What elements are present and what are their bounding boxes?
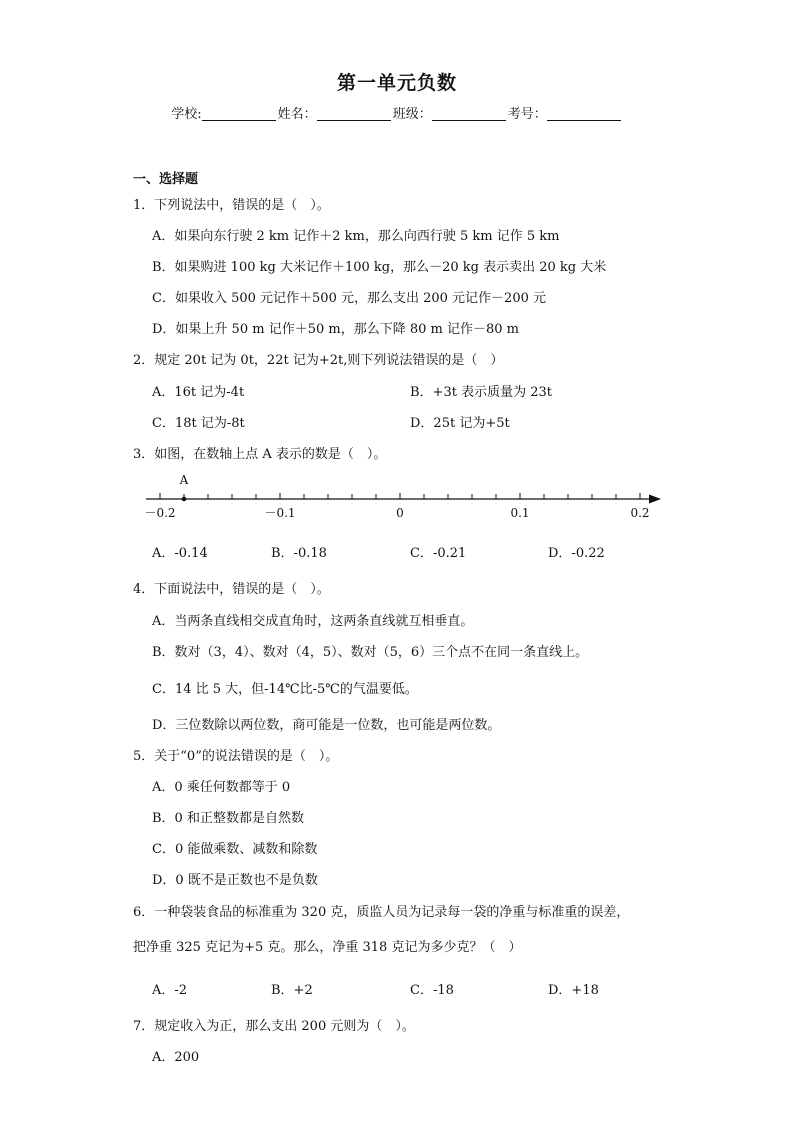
- page-title: 第一单元负数: [336, 72, 457, 94]
- question-2-option-c: C．18t 记为-8t: [152, 416, 245, 431]
- question-3-option-c: C．-0.21: [410, 546, 467, 561]
- question-3-stem: 3．如图，在数轴上点 A 表示的数是（ ）。: [133, 447, 387, 462]
- question-1-option-d: D．如果上升 50 m 记作＋50 m，那么下降 80 m 记作－80 m: [152, 322, 519, 337]
- question-3-option-d: D．-0.22: [548, 546, 605, 561]
- number-line-tick-label: －0.1: [264, 506, 296, 520]
- question-6-option-b: B．+2: [271, 983, 313, 998]
- question-5-stem: 5．关于“0”的说法错误的是（ ）。: [133, 749, 339, 764]
- number-line-tick-label: 0.2: [630, 506, 650, 520]
- question-5-option-d: D．0 既不是正数也不是负数: [152, 873, 318, 888]
- question-6-option-d: D．+18: [548, 983, 599, 998]
- number-line-ticks: [160, 493, 640, 499]
- name-blank: [317, 106, 391, 121]
- question-2-option-d: D．25t 记为+5t: [410, 416, 510, 431]
- question-3-option-b: B．-0.18: [271, 546, 327, 561]
- question-6-stem: 6．一种袋装食品的标准重为 320 克，质监人员为记录每一袋的净重与标准重的误差，: [133, 905, 630, 920]
- question-4-option-c: C．14 比 5 大，但-14℃比-5℃的气温要低。: [152, 682, 418, 697]
- exam-no-blank: [547, 106, 621, 121]
- number-line-tick-label: －0.2: [144, 506, 176, 520]
- number-line-arrow: [649, 495, 661, 504]
- question-4-option-d: D．三位数除以两位数，商可能是一位数，也可能是两位数。: [152, 718, 501, 733]
- question-1-stem: 1．下列说法中，错误的是（ ）。: [133, 198, 330, 213]
- number-line-tick-label: 0.1: [510, 506, 530, 520]
- question-4-option-a: A．当两条直线相交成直角时，这两条直线就互相垂直。: [152, 614, 474, 629]
- exam-no-label: 考号：: [507, 107, 547, 122]
- question-1-option-a: A．如果向东行驶 2 km 记作＋2 km，那么向西行驶 5 km 记作 5 km: [152, 229, 560, 244]
- question-1-option-c: C．如果收入 500 元记作＋500 元，那么支出 200 元记作－200 元: [152, 291, 546, 306]
- number-line-figure: [140, 470, 670, 526]
- question-6-stem-continued: 把净重 325 克记为+5 克。那么，净重 318 克记为多少克？（ ）: [133, 940, 522, 955]
- question-2-stem: 2．规定 20t 记为 0t，22t 记为+2t,则下列说法错误的是（ ）: [133, 353, 504, 368]
- question-1-option-b: B．如果购进 100 kg 大米记作＋100 kg，那么－20 kg 表示卖出 20 kg 大米: [152, 260, 607, 275]
- student-info-row: [0, 103, 794, 122]
- name-label: 姓名：: [277, 107, 317, 122]
- number-line-labels: [144, 506, 649, 520]
- section-heading: 一、选择题: [133, 172, 199, 187]
- school-blank: [202, 106, 276, 121]
- question-6-option-a: A．-2: [152, 983, 188, 998]
- question-7-stem: 7．规定收入为正，那么支出 200 元则为（ ）。: [133, 1019, 415, 1034]
- point-a-label: A: [179, 473, 189, 487]
- class-label: 班级：: [392, 107, 432, 122]
- question-5-option-a: A．0 乘任何数都等于 0: [152, 780, 291, 795]
- question-2-option-a: A．16t 记为-4t: [152, 385, 245, 400]
- question-3-option-a: A．-0.14: [152, 546, 208, 561]
- question-6-option-c: C．-18: [410, 983, 454, 998]
- question-4-option-b: B．数对（3，4）、数对（4，5）、数对（5，6）三个点不在同一条直线上。: [152, 645, 589, 660]
- question-4-stem: 4．下面说法中，错误的是（ ）。: [133, 582, 330, 597]
- question-5-option-c: C．0 能做乘数、减数和除数: [152, 842, 318, 857]
- question-2-option-b: B．+3t 表示质量为 23t: [410, 385, 552, 400]
- number-line-tick-label: 0: [396, 506, 404, 520]
- point-a-dot: [182, 497, 187, 502]
- class-blank: [432, 106, 506, 121]
- question-5-option-b: B．0 和正整数都是自然数: [152, 811, 304, 826]
- school-label: 学校:: [171, 107, 202, 122]
- question-7-option-a: A．200: [152, 1050, 200, 1065]
